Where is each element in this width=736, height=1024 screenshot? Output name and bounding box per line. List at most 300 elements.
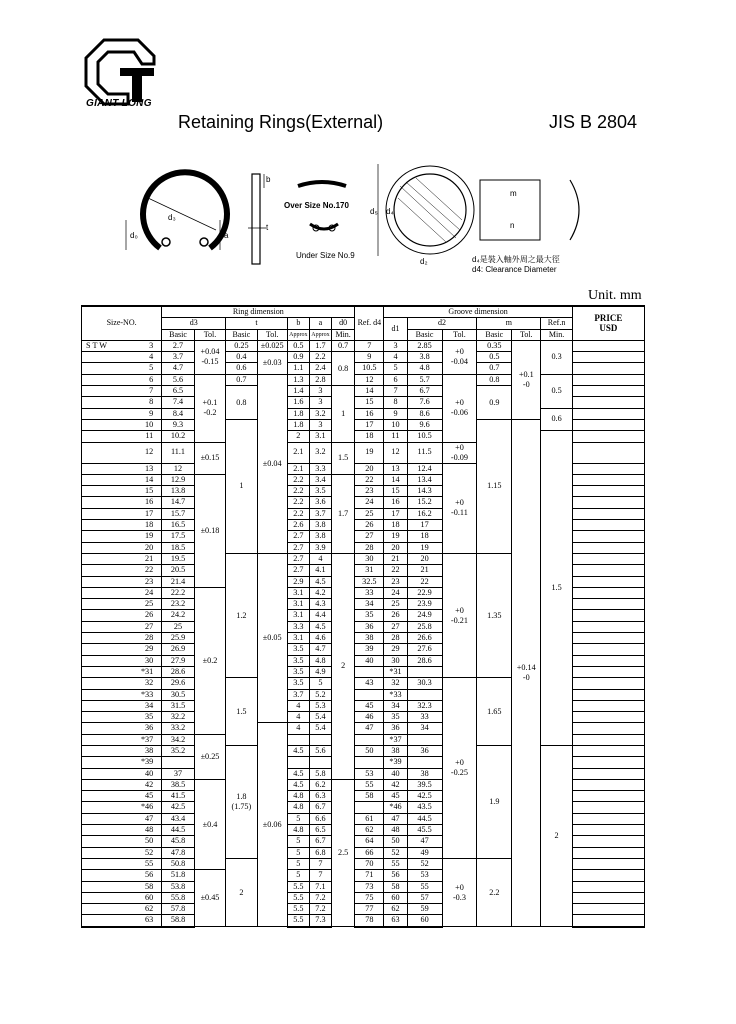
header-a: a (309, 318, 331, 329)
size-no-cell (82, 881, 162, 892)
header-m: m (477, 318, 541, 329)
d2-basic-cell: 19 (407, 542, 442, 553)
b-cell: 2.6 (287, 520, 309, 531)
size-no-value: 25 (145, 599, 154, 609)
size-no-value: 24 (145, 587, 154, 597)
b-cell: 2.7 (287, 542, 309, 553)
m-basic-cell: 1.65 (477, 678, 512, 746)
dim-label-d3: d₃ (168, 213, 176, 222)
dim-label-n: n (510, 221, 515, 230)
d2-basic-cell: 33 (407, 712, 442, 723)
size-no-value: 34 (145, 700, 154, 710)
size-no-value: 30 (145, 655, 154, 665)
b-cell: 2.1 (287, 463, 309, 474)
b-cell: 2.9 (287, 576, 309, 587)
d1-cell: 6 (384, 374, 407, 385)
size-no-value: 26 (145, 610, 154, 620)
ring-technical-drawing (120, 158, 590, 280)
t-basic-cell: 0.25 (226, 340, 257, 351)
price-cell (572, 655, 644, 666)
size-no-value: *33 (140, 689, 154, 699)
d1-cell: 11 (384, 431, 407, 442)
header-approx: Approx (309, 329, 331, 340)
b-cell: 4.8 (287, 791, 309, 802)
price-cell (572, 915, 644, 927)
d1-cell: *46 (384, 802, 407, 813)
price-cell (572, 768, 644, 779)
m-basic-cell: 2.2 (477, 858, 512, 926)
dim-label-d5: d₅ (370, 207, 378, 216)
ref-d4-cell: 23 (355, 486, 384, 497)
a-cell: 4 (309, 553, 331, 564)
b-cell: 1.1 (287, 363, 309, 374)
d2-basic-cell: 23.9 (407, 599, 442, 610)
size-no-cell (82, 340, 162, 351)
size-no-value: 60 (145, 892, 154, 902)
size-prefix: S T W (86, 340, 107, 350)
b-cell: 1.3 (287, 374, 309, 385)
b-cell: 3.1 (287, 599, 309, 610)
header-t: t (226, 318, 288, 329)
ring-side-view (248, 174, 266, 264)
size-no-value: 29 (145, 644, 154, 654)
price-cell (572, 723, 644, 734)
m-tol-cell: +0.1 -0 (512, 340, 541, 419)
d2-basic-cell: 55 (407, 881, 442, 892)
d2-tol-cell: +0 -0.25 (442, 678, 477, 859)
d2-basic-cell: 53 (407, 870, 442, 881)
ref-d4-cell: 53 (355, 768, 384, 779)
size-no-value: 32 (145, 678, 154, 688)
header-ref-d4: Ref. d4 (355, 306, 384, 340)
b-cell: 5 (287, 858, 309, 869)
a-cell: 2.2 (309, 352, 331, 363)
d3-basic-cell: 23.2 (162, 599, 195, 610)
ref-d4-cell: 17 (355, 419, 384, 430)
header-min: Min. (331, 329, 354, 340)
d2-tol-cell: +0 -0.04 (442, 340, 477, 374)
drawing-note-chinese: d₄是裝入軸外周之最大徑 (472, 255, 560, 264)
header-tol: Tol. (257, 329, 287, 340)
size-no-value: 20 (145, 542, 154, 552)
price-cell (572, 363, 644, 374)
size-no-value: 52 (145, 847, 154, 857)
b-cell: 2.2 (287, 508, 309, 519)
size-no-cell (82, 363, 162, 374)
d2-basic-cell: 5.7 (407, 374, 442, 385)
size-no-cell (82, 431, 162, 442)
d1-cell: 45 (384, 791, 407, 802)
price-cell (572, 419, 644, 430)
price-cell (572, 397, 644, 408)
price-cell (572, 352, 644, 363)
d2-basic-cell: 34 (407, 723, 442, 734)
price-cell (572, 621, 644, 632)
price-cell (572, 813, 644, 824)
ref-d4-cell: 75 (355, 892, 384, 903)
size-no-value: 45 (145, 791, 154, 801)
price-cell (572, 610, 644, 621)
spec-table (81, 305, 645, 928)
ref-d4-cell: 66 (355, 847, 384, 858)
a-cell: 3.7 (309, 508, 331, 519)
b-cell: 5 (287, 813, 309, 824)
d1-cell: 23 (384, 576, 407, 587)
d1-cell: 40 (384, 768, 407, 779)
header-size-no: Size-NO. (82, 306, 162, 340)
d0-cell: 2 (331, 553, 354, 779)
d1-cell: 4 (384, 352, 407, 363)
ref-d4-cell: 16 (355, 408, 384, 419)
price-cell (572, 881, 644, 892)
dim-label-d2: d₂ (420, 257, 428, 266)
header-d0: d0 (331, 318, 354, 329)
a-cell: 5.3 (309, 700, 331, 711)
d3-basic-cell: 13.8 (162, 486, 195, 497)
m-basic-cell: 1.35 (477, 553, 512, 677)
size-no-value: 47 (145, 813, 154, 823)
size-no-value: 12 (145, 447, 154, 457)
size-no-cell (82, 386, 162, 397)
b-cell: 4.5 (287, 779, 309, 790)
d2-basic-cell: 12.4 (407, 463, 442, 474)
under-size-label: Under Size No.9 (296, 251, 355, 260)
d1-cell: 63 (384, 915, 407, 927)
m-basic-cell: 0.5 (477, 352, 512, 363)
header-d3: d3 (162, 318, 226, 329)
d3-basic-cell: 29.6 (162, 678, 195, 689)
b-cell: 0.9 (287, 352, 309, 363)
a-cell: 4.3 (309, 599, 331, 610)
unit-label: Unit. mm (588, 288, 642, 303)
d3-basic-cell: 51.8 (162, 870, 195, 881)
size-no-cell (82, 689, 162, 700)
size-no-cell (82, 463, 162, 474)
price-cell (572, 508, 644, 519)
dim-label-a: a (224, 231, 229, 240)
ref-d4-cell: 36 (355, 621, 384, 632)
ref-n-cell: 1.5 (541, 431, 572, 746)
size-no-value: 63 (145, 915, 154, 925)
price-cell (572, 892, 644, 903)
b-cell: 2.7 (287, 531, 309, 542)
b-cell: 2.7 (287, 565, 309, 576)
size-no-cell (82, 825, 162, 836)
d2-basic-cell: 30.3 (407, 678, 442, 689)
a-cell: 3.2 (309, 408, 331, 419)
header-approx: Approx (287, 329, 309, 340)
size-no-cell (82, 644, 162, 655)
price-cell (572, 700, 644, 711)
drawing-note-english: d4: Clearance Diameter (472, 265, 557, 274)
a-cell (309, 734, 331, 745)
b-cell: 1.8 (287, 408, 309, 419)
d2-basic-cell: 32.3 (407, 700, 442, 711)
size-no-cell (82, 847, 162, 858)
header-ref-n: Ref.n (541, 318, 572, 329)
ref-d4-cell: 9 (355, 352, 384, 363)
d1-cell: 13 (384, 463, 407, 474)
d2-basic-cell: 26.6 (407, 633, 442, 644)
size-no-cell (82, 610, 162, 621)
d1-cell: 18 (384, 520, 407, 531)
header-d1: d1 (384, 318, 407, 341)
t-basic-cell: 2 (226, 858, 257, 926)
m-basic-cell: 0.9 (477, 386, 512, 420)
b-cell: 3.1 (287, 587, 309, 598)
d3-basic-cell: 37 (162, 768, 195, 779)
b-cell: 5.5 (287, 904, 309, 915)
d1-cell: 19 (384, 531, 407, 542)
ref-d4-cell (355, 666, 384, 677)
d3-basic-cell: 57.8 (162, 904, 195, 915)
size-no-cell (82, 587, 162, 598)
d3-basic-cell: 26.9 (162, 644, 195, 655)
b-cell: 1.4 (287, 386, 309, 397)
d0-cell: 1.7 (331, 474, 354, 553)
price-cell (572, 847, 644, 858)
d3-basic-cell: 12.9 (162, 474, 195, 485)
d1-cell: *39 (384, 757, 407, 768)
d2-basic-cell (407, 689, 442, 700)
d2-basic-cell (407, 734, 442, 745)
a-cell: 3.8 (309, 531, 331, 542)
price-cell (572, 825, 644, 836)
size-no-value: 55 (145, 858, 154, 868)
size-no-cell (82, 813, 162, 824)
a-cell: 3.4 (309, 474, 331, 485)
t-tol-cell: ±0.03 (257, 352, 287, 375)
b-cell: 4 (287, 712, 309, 723)
size-no-cell (82, 678, 162, 689)
d1-cell: 50 (384, 836, 407, 847)
d3-basic-cell: 15.7 (162, 508, 195, 519)
price-cell (572, 486, 644, 497)
b-cell: 4.5 (287, 745, 309, 756)
price-cell (572, 836, 644, 847)
d2-basic-cell: 24.9 (407, 610, 442, 621)
price-cell (572, 599, 644, 610)
ref-d4-cell: 71 (355, 870, 384, 881)
price-cell (572, 587, 644, 598)
b-cell: 4.8 (287, 825, 309, 836)
d3-basic-cell: 4.7 (162, 363, 195, 374)
d2-basic-cell: 13.4 (407, 474, 442, 485)
t-basic-cell: 1.2 (226, 553, 257, 677)
m-tol-cell: +0.14 -0 (512, 419, 541, 926)
a-cell: 1.7 (309, 340, 331, 351)
installed-view (378, 164, 579, 256)
ref-d4-cell: 73 (355, 881, 384, 892)
d1-cell: 24 (384, 587, 407, 598)
d1-cell: 42 (384, 779, 407, 790)
m-basic-cell: 0.7 (477, 363, 512, 374)
d3-tol-cell: ±0.18 (194, 474, 225, 587)
d1-cell: 38 (384, 745, 407, 756)
d1-cell: 60 (384, 892, 407, 903)
ref-d4-cell: 30 (355, 553, 384, 564)
a-cell: 6.7 (309, 802, 331, 813)
size-no-value: 38 (145, 745, 154, 755)
d2-basic-cell: 15.2 (407, 497, 442, 508)
b-cell: 3.5 (287, 655, 309, 666)
a-cell: 5 (309, 678, 331, 689)
header-min: Min. (541, 329, 572, 340)
a-cell: 4.6 (309, 633, 331, 644)
size-no-cell (82, 700, 162, 711)
d2-basic-cell (407, 666, 442, 677)
a-cell: 4.7 (309, 644, 331, 655)
d1-cell: *33 (384, 689, 407, 700)
size-no-value: 3 (149, 340, 154, 350)
b-cell: 5.5 (287, 892, 309, 903)
size-no-value: 15 (145, 486, 154, 496)
d1-cell: 12 (384, 442, 407, 463)
price-cell (572, 565, 644, 576)
ref-d4-cell: 32.5 (355, 576, 384, 587)
price-cell (572, 779, 644, 790)
ref-n-cell: 0.3 (541, 340, 572, 374)
a-cell: 6.3 (309, 791, 331, 802)
t-tol-cell: ±0.04 (257, 374, 287, 553)
a-cell: 7 (309, 858, 331, 869)
d3-tol-cell: ±0.15 (194, 442, 225, 474)
d1-cell: 3 (384, 340, 407, 351)
d2-basic-cell: 10.5 (407, 431, 442, 442)
size-no-cell (82, 768, 162, 779)
size-no-value: 48 (145, 825, 154, 835)
ref-d4-cell: 62 (355, 825, 384, 836)
d3-basic-cell: 10.2 (162, 431, 195, 442)
b-cell: 2.2 (287, 474, 309, 485)
size-no-cell (82, 408, 162, 419)
d3-basic-cell: 14.7 (162, 497, 195, 508)
d1-cell: 22 (384, 565, 407, 576)
ref-d4-cell: 31 (355, 565, 384, 576)
b-cell: 5.5 (287, 881, 309, 892)
d3-basic-cell: 25.9 (162, 633, 195, 644)
ref-d4-cell: 19 (355, 442, 384, 463)
ref-d4-cell (355, 734, 384, 745)
size-no-value: 6 (149, 374, 154, 384)
header-price: PRICE USD (572, 306, 644, 340)
d1-cell: 20 (384, 542, 407, 553)
ref-d4-cell: 77 (355, 904, 384, 915)
d3-basic-cell: 22.2 (162, 587, 195, 598)
dim-label-t: t (266, 223, 269, 232)
ring-front-view (126, 172, 227, 250)
b-cell: 5 (287, 870, 309, 881)
header-basic: Basic (477, 329, 512, 340)
size-no-value: 16 (145, 497, 154, 507)
size-no-cell (82, 757, 162, 768)
size-no-value: 28 (145, 633, 154, 643)
a-cell: 3.3 (309, 463, 331, 474)
a-cell: 3.6 (309, 497, 331, 508)
ref-d4-cell: 78 (355, 915, 384, 927)
size-no-value: 22 (145, 565, 154, 575)
b-cell: 2.2 (287, 497, 309, 508)
ref-d4-cell: 35 (355, 610, 384, 621)
ref-d4-cell: 58 (355, 791, 384, 802)
size-no-value: 5 (149, 363, 154, 373)
d2-basic-cell: 44.5 (407, 813, 442, 824)
table-row (82, 431, 645, 442)
size-no-cell (82, 904, 162, 915)
a-cell: 4.4 (309, 610, 331, 621)
t-basic-cell: 1.5 (226, 678, 257, 746)
price-cell (572, 802, 644, 813)
d1-cell: *31 (384, 666, 407, 677)
a-cell: 7.2 (309, 904, 331, 915)
t-tol-cell: ±0.05 (257, 553, 287, 722)
ref-d4-cell: 18 (355, 431, 384, 442)
header-basic: Basic (407, 329, 442, 340)
size-no-value: 56 (145, 870, 154, 880)
a-cell: 3.8 (309, 520, 331, 531)
d0-cell: 2.5 (331, 779, 354, 926)
d3-basic-cell: 30.5 (162, 689, 195, 700)
logo-text: GIANT LONG (86, 98, 152, 109)
size-no-cell (82, 553, 162, 564)
d3-basic-cell (162, 757, 195, 768)
header-d2: d2 (407, 318, 477, 329)
a-cell: 6.6 (309, 813, 331, 824)
d2-tol-cell: +0 -0.3 (442, 858, 477, 926)
d2-basic-cell: 42.5 (407, 791, 442, 802)
over-size-label: Over Size No.170 (284, 201, 349, 210)
d1-cell: 55 (384, 858, 407, 869)
size-no-cell (82, 442, 162, 463)
d2-basic-cell: 7.6 (407, 397, 442, 408)
b-cell (287, 757, 309, 768)
a-cell: 2.8 (309, 374, 331, 385)
d3-tol-cell: ±0.2 (194, 587, 225, 734)
size-no-value: 21 (145, 553, 154, 563)
d3-basic-cell: 5.6 (162, 374, 195, 385)
size-no-cell (82, 621, 162, 632)
size-no-value: *46 (140, 802, 154, 812)
size-no-value: *37 (140, 734, 154, 744)
ref-d4-cell: 39 (355, 644, 384, 655)
d2-basic-cell: 21 (407, 565, 442, 576)
size-no-value: 7 (149, 386, 154, 396)
size-no-value: 18 (145, 520, 154, 530)
size-no-value: 11 (145, 431, 154, 441)
d2-tol-cell: +0 -0.06 (442, 374, 477, 442)
size-no-cell (82, 565, 162, 576)
standard-code: JIS B 2804 (549, 112, 638, 132)
m-basic-cell: 0.35 (477, 340, 512, 351)
d1-cell: 14 (384, 474, 407, 485)
size-no-cell (82, 374, 162, 385)
size-no-value: 58 (145, 881, 154, 891)
a-cell: 3 (309, 419, 331, 430)
d2-basic-cell: 18 (407, 531, 442, 542)
d3-basic-cell: 45.8 (162, 836, 195, 847)
header-groove-dimension: Groove dimension (384, 306, 572, 318)
b-cell: 0.5 (287, 340, 309, 351)
d2-basic-cell: 59 (407, 904, 442, 915)
size-no-cell (82, 397, 162, 408)
price-cell (572, 463, 644, 474)
d3-basic-cell: 32.2 (162, 712, 195, 723)
ref-d4-cell: 45 (355, 700, 384, 711)
ref-n-cell: 0.6 (541, 408, 572, 431)
price-cell (572, 870, 644, 881)
d3-basic-cell: 25 (162, 621, 195, 632)
page-title: Retaining Rings(External) (178, 112, 384, 132)
